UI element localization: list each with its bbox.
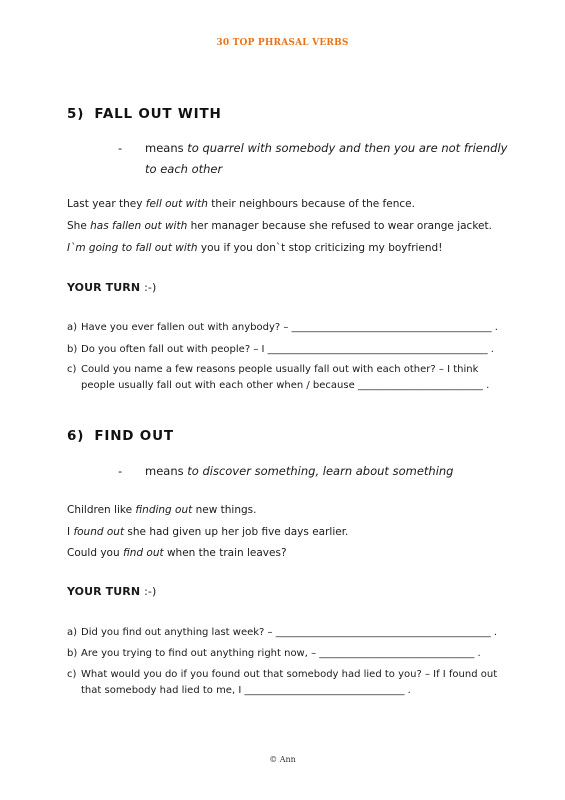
question-label: b) [67, 648, 78, 659]
example-text: She [67, 220, 91, 232]
your-turn-heading [67, 585, 156, 598]
example-sentence [67, 525, 527, 539]
your-turn-label: YOUR TURN [67, 585, 145, 598]
question-text: What would you do if you found out that somebody had lied to you? – If I found out that somebody had lied to me, I ________________________________ . [81, 669, 498, 696]
bullet-dash: - [118, 464, 123, 478]
question-text: Have you ever fallen out with anybody? – ________________________________________ . [81, 322, 498, 333]
example-text: her manager because she refused to wear orange jacket. [187, 220, 492, 232]
definition-meaning: to discover something, learn about something [187, 464, 454, 478]
question-label: a) [67, 627, 78, 638]
section-heading-5 [67, 106, 222, 122]
question [67, 362, 507, 394]
example-text: their neighbours because of the fence. [207, 198, 415, 210]
example-text: Children like [67, 504, 136, 516]
question-text: Do you often fall out with people? – I ____________________________________________ . [81, 344, 494, 355]
section-title: FIND OUT [94, 428, 174, 444]
definition [118, 461, 508, 482]
section-number: 5) [67, 106, 85, 122]
example-text: I [67, 526, 74, 538]
your-turn-label: YOUR TURN [67, 281, 145, 294]
example-sentence [67, 219, 527, 233]
example-text: Could you [67, 547, 123, 559]
example-text: you if you don`t stop criticizing my boyfriend! [197, 242, 443, 254]
example-phrasal-verb: find out [122, 547, 164, 559]
definition [118, 138, 508, 180]
your-turn-heading [67, 281, 156, 294]
example-phrasal-verb: found out [73, 526, 125, 538]
smiley: :-) [144, 585, 157, 598]
example-phrasal-verb: has fallen out with [90, 220, 188, 232]
definition-meaning: to quarrel with somebody and then you are not friendly to each other [145, 141, 508, 176]
question-label: c) [67, 669, 77, 680]
example-text: she had given up her job five days earlier. [124, 526, 349, 538]
definition-lead: means [145, 464, 188, 478]
page-footer: © Ann [269, 755, 296, 764]
example-text: new things. [192, 504, 257, 516]
definition-lead: means [145, 141, 188, 155]
question-text: Did you find out anything last week? – ___________________________________________ . [81, 627, 498, 638]
question-text: Could you name a few reasons people usually fall out with each other? – I think people usually fall out with each other when / because _________________________ . [81, 364, 490, 391]
section-title: FALL OUT WITH [94, 106, 222, 122]
question [67, 342, 507, 358]
question-text: Are you trying to find out anything right now, – _______________________________ . [81, 648, 481, 659]
question [67, 667, 507, 699]
smiley: :-) [144, 281, 157, 294]
question-label: b) [67, 344, 78, 355]
example-sentence [67, 197, 527, 211]
question [67, 625, 507, 641]
example-sentence [67, 503, 527, 517]
example-sentence [67, 241, 527, 255]
question-label: a) [67, 322, 78, 333]
question [67, 646, 507, 662]
question-label: c) [67, 364, 77, 375]
question [67, 320, 507, 336]
example-phrasal-verb: fell out with [145, 198, 208, 210]
bullet-dash: - [118, 141, 123, 155]
example-text: when the train leaves? [163, 547, 287, 559]
example-sentence [67, 546, 527, 560]
section-heading-6 [67, 428, 174, 444]
example-phrasal-verb: finding out [135, 504, 193, 516]
section-number: 6) [67, 428, 85, 444]
example-phrasal-verb: I`m going to fall out with [67, 242, 198, 254]
page-header: 30 TOP PHRASAL VERBS [216, 38, 349, 48]
example-text: Last year they [67, 198, 146, 210]
